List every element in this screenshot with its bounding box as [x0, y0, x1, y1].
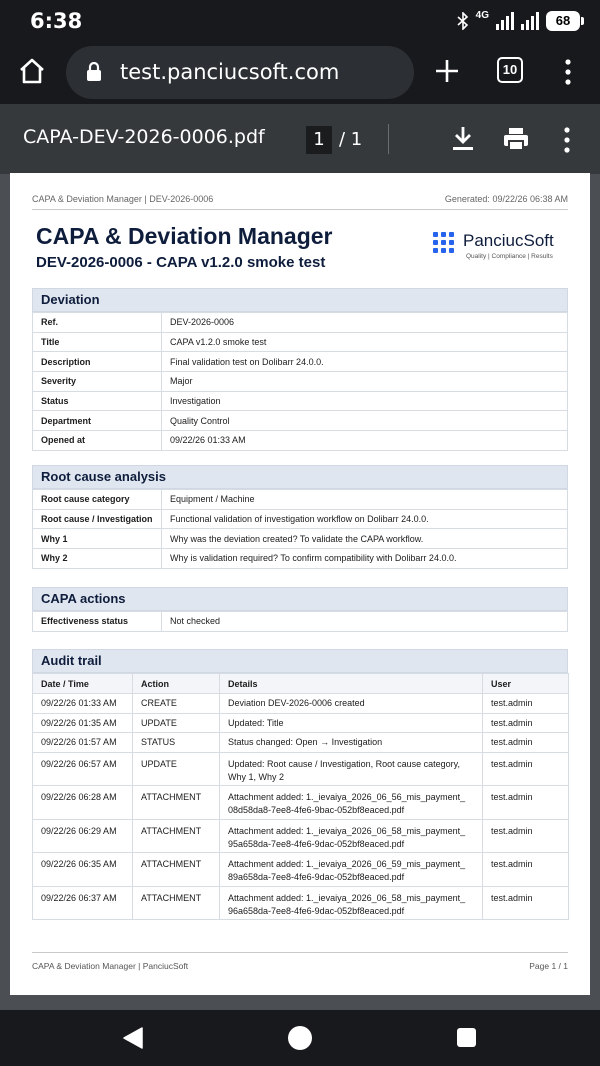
- tab-switcher-button[interactable]: 10: [497, 57, 523, 83]
- field-value: 09/22/26 01:33 AM: [162, 431, 568, 451]
- new-tab-icon[interactable]: [435, 59, 459, 83]
- status-time: 6:38: [30, 9, 83, 33]
- audit-user: test.admin: [483, 853, 569, 887]
- audit-row: [33, 886, 569, 920]
- audit-date: 09/22/26 06:29 AM: [33, 819, 133, 853]
- audit-row: [33, 713, 569, 733]
- field-label: Root cause category: [33, 490, 162, 510]
- audit-user: test.admin: [483, 694, 569, 714]
- home-button[interactable]: [288, 1026, 312, 1050]
- deviation-table: [32, 312, 568, 451]
- field-value: Functional validation of investigation workflow on Dolibarr 24.0.0.: [162, 509, 568, 529]
- audit-details: Attachment added: 1._ievaiya_2026_06_59_mis_payment_ 89a658da-7ee8-4fe6-9dac-052bf8eaced.pdf: [220, 853, 483, 887]
- audit-details: Status changed: Open → Investigation: [220, 733, 483, 753]
- table-row: [33, 411, 568, 431]
- field-label: Opened at: [33, 431, 162, 451]
- pdf-file-name: CAPA-DEV-2026-0006.pdf: [23, 126, 265, 148]
- document-subtitle: DEV-2026-0006 - CAPA v1.2.0 smoke test: [36, 254, 326, 271]
- root-cause-section: [32, 465, 568, 569]
- field-value: CAPA v1.2.0 smoke test: [162, 332, 568, 352]
- section-heading: CAPA actions: [32, 587, 568, 611]
- root-cause-table: [32, 489, 568, 569]
- audit-date: 09/22/26 06:57 AM: [33, 752, 133, 786]
- battery-icon: 68: [546, 11, 580, 31]
- download-icon[interactable]: [452, 126, 474, 152]
- audit-row: [33, 786, 569, 820]
- audit-user: test.admin: [483, 733, 569, 753]
- field-label: Root cause / Investigation: [33, 509, 162, 529]
- header-rule: [32, 209, 568, 210]
- column-header: Date / Time: [33, 674, 133, 694]
- table-row: [33, 372, 568, 392]
- page-total: / 1: [339, 129, 363, 150]
- audit-trail-table: [32, 673, 569, 920]
- table-row: [33, 352, 568, 372]
- table-row: [33, 612, 568, 632]
- field-label: Severity: [33, 372, 162, 392]
- page-number-input[interactable]: 1: [306, 126, 332, 154]
- audit-action: STATUS: [133, 733, 220, 753]
- table-row: [33, 490, 568, 510]
- capa-actions-section: [32, 587, 568, 632]
- print-icon[interactable]: [503, 127, 529, 151]
- audit-details: Deviation DEV-2026-0006 created: [220, 694, 483, 714]
- field-label: Effectiveness status: [33, 612, 162, 632]
- table-row: [33, 332, 568, 352]
- company-logo: [433, 230, 573, 264]
- field-label: Ref.: [33, 313, 162, 333]
- audit-row: [33, 819, 569, 853]
- audit-action: CREATE: [133, 694, 220, 714]
- column-header: User: [483, 674, 569, 694]
- lock-icon: [86, 62, 102, 82]
- footer-rule: [32, 952, 568, 953]
- column-header: Details: [220, 674, 483, 694]
- logo-mark-icon: [433, 232, 458, 257]
- field-value: Quality Control: [162, 411, 568, 431]
- field-label: Why 2: [33, 549, 162, 569]
- audit-user: test.admin: [483, 752, 569, 786]
- audit-details: Attachment added: 1._ievaiya_2026_06_58_mis_payment_ 96a658da-7ee8-4fe6-9dac-052bf8eaced.pdf: [220, 886, 483, 920]
- table-row: [33, 431, 568, 451]
- field-value: Why is validation required? To confirm compatibility with Dolibarr 24.0.0.: [162, 549, 568, 569]
- table-row: [33, 549, 568, 569]
- audit-details: Attachment added: 1._ievaiya_2026_06_58_mis_payment_ 95a658da-7ee8-4fe6-9dac-052bf8eaced.pdf: [220, 819, 483, 853]
- audit-date: 09/22/26 01:57 AM: [33, 733, 133, 753]
- audit-date: 09/22/26 06:35 AM: [33, 853, 133, 887]
- field-label: Status: [33, 391, 162, 411]
- audit-action: ATTACHMENT: [133, 786, 220, 820]
- audit-action: UPDATE: [133, 752, 220, 786]
- audit-user: test.admin: [483, 886, 569, 920]
- audit-date: 09/22/26 01:33 AM: [33, 694, 133, 714]
- pdf-menu-icon[interactable]: [563, 127, 571, 153]
- field-value: Not checked: [162, 612, 568, 632]
- audit-details: Attachment added: 1._ievaiya_2026_06_56_mis_payment_ 08d58da8-7ee8-4fe6-9bac-052bf8eaced.pdf: [220, 786, 483, 820]
- audit-user: test.admin: [483, 713, 569, 733]
- status-bar: [0, 0, 600, 42]
- deviation-section: [32, 288, 568, 451]
- audit-details: Updated: Root cause / Investigation, Root cause category, Why 1, Why 2: [220, 752, 483, 786]
- recents-button[interactable]: [457, 1028, 476, 1047]
- column-header: Action: [133, 674, 220, 694]
- network-type-label: 4G: [475, 9, 489, 21]
- browser-toolbar: [0, 42, 600, 104]
- section-heading: Root cause analysis: [32, 465, 568, 489]
- field-value: Final validation test on Dolibarr 24.0.0.: [162, 352, 568, 372]
- footer-left: CAPA & Deviation Manager | PanciucSoft: [32, 961, 189, 971]
- home-icon[interactable]: [17, 56, 47, 86]
- audit-date: 09/22/26 01:35 AM: [33, 713, 133, 733]
- address-bar[interactable]: [66, 46, 414, 99]
- audit-date: 09/22/26 06:37 AM: [33, 886, 133, 920]
- audit-user: test.admin: [483, 786, 569, 820]
- field-label: Description: [33, 352, 162, 372]
- audit-action: ATTACHMENT: [133, 853, 220, 887]
- pdf-toolbar: [0, 104, 600, 174]
- audit-row: [33, 733, 569, 753]
- header-meta-right: Generated: 09/22/26 06:38 AM: [444, 194, 568, 204]
- pdf-page: [10, 173, 590, 995]
- audit-date: 09/22/26 06:28 AM: [33, 786, 133, 820]
- table-row: [33, 529, 568, 549]
- url-text[interactable]: test.panciucsoft.com: [120, 60, 340, 84]
- field-value: Major: [162, 372, 568, 392]
- signal-strength-icon-2: [521, 12, 539, 30]
- system-nav-bar: [0, 1010, 600, 1066]
- footer-page-number: Page 1 / 1: [529, 961, 568, 971]
- status-icons: [457, 10, 580, 32]
- audit-row: [33, 853, 569, 887]
- bluetooth-icon: [457, 12, 469, 30]
- audit-details: Updated: Title: [220, 713, 483, 733]
- field-value: Investigation: [162, 391, 568, 411]
- logo-name: PanciucSoft: [463, 231, 554, 250]
- field-value: Equipment / Machine: [162, 490, 568, 510]
- table-row: [33, 509, 568, 529]
- field-label: Why 1: [33, 529, 162, 549]
- capa-actions-table: [32, 611, 568, 632]
- browser-menu-icon[interactable]: [564, 59, 572, 85]
- table-row: [33, 391, 568, 411]
- audit-action: ATTACHMENT: [133, 886, 220, 920]
- audit-user: test.admin: [483, 819, 569, 853]
- field-value: DEV-2026-0006: [162, 313, 568, 333]
- header-meta-left: CAPA & Deviation Manager | DEV-2026-0006: [32, 194, 214, 204]
- audit-row: [33, 752, 569, 786]
- field-label: Title: [33, 332, 162, 352]
- audit-row: [33, 694, 569, 714]
- audit-action: UPDATE: [133, 713, 220, 733]
- section-heading: Audit trail: [32, 649, 568, 673]
- field-label: Department: [33, 411, 162, 431]
- field-value: Why was the deviation created? To validate the CAPA workflow.: [162, 529, 568, 549]
- signal-strength-icon: [496, 12, 514, 30]
- audit-trail-section: [32, 649, 568, 920]
- logo-tagline: Quality | Compliance | Results: [466, 253, 553, 260]
- audit-action: ATTACHMENT: [133, 819, 220, 853]
- back-icon[interactable]: [122, 1026, 144, 1050]
- document-title: CAPA & Deviation Manager: [36, 223, 333, 249]
- toolbar-divider: [388, 124, 389, 154]
- section-heading: Deviation: [32, 288, 568, 312]
- table-row: [33, 313, 568, 333]
